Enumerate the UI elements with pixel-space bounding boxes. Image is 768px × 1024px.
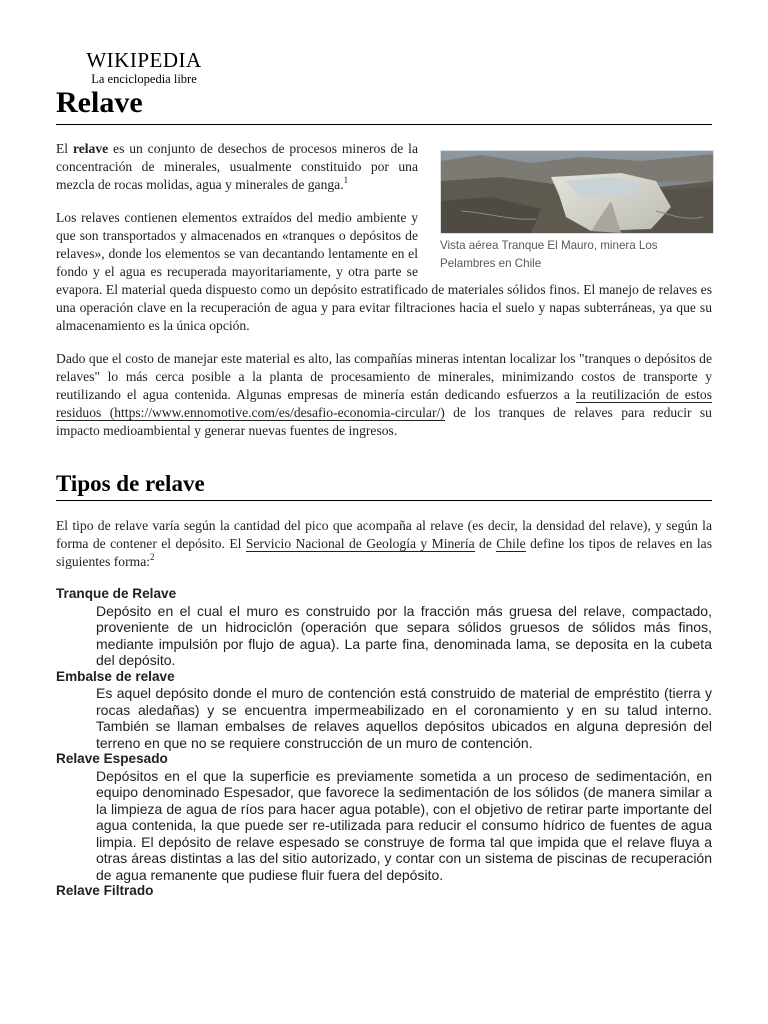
type-term: Relave Espesado (56, 751, 168, 766)
intro-text: Dado que el costo de manejar este material es alto, las compañías mineras intentan localizar los "tranques o depósitos de relaves" lo más cerca posible a la planta de procesamiento de minerales, minimizando costos de transporte y reutilizando el agua contenida. Algunas empresas de minería están dedicando esfuerzos a (56, 351, 712, 402)
intro-text: El (56, 141, 73, 156)
tailings-types-list (56, 586, 712, 900)
intro-text: es un conjunto de desechos de procesos mineros de la concentración de minerales, usualmente constituido por una mezcla de rocas molidas, agua y minerales de ganga. (56, 141, 418, 192)
type-description: Es aquel depósito donde el muro de contención está construido de material de empréstito (tierra y rocas aledañas) y se encuentra impermeabilizado en el coronamiento y en su talud interno. También se llaman embalses de relaves aquellos depósitos ubicados en alguna depresión del terreno en que no se requiere construcción de un muro de contención. (96, 685, 712, 751)
section-text: de (474, 536, 497, 551)
term-bold: relave (72, 141, 109, 156)
section-heading: Tipos de relave (56, 470, 712, 501)
section-text: define los tipos de relaves en las siguientes forma: (56, 536, 712, 569)
reference-link[interactable]: 1 (343, 175, 349, 185)
type-description: Depósitos en el que la superficie es previamente sometida a un proceso de sedimentación, en equipo denominado Espesador, que favorece la sedimentación de los sólidos (de manera similar a la limpieza de agua de ríos para hacer agua potable), con el objetivo de retirar parte importante del agua contenida, la que puede ser re-utilizada para reducir el consumo hídrico de fuentes de agua limpia. El depósito de relave espesado se construye de forma tal que impida que el relave fluya a otras áreas distintas a las del sitio autorizado, y contar con un sistema de piscinas de recuperación de agua remanente que pudiese fluir fuera del depósito. (96, 767, 712, 883)
page-title: Relave (56, 84, 712, 125)
logo-wordmark: WIKIPEDIA (86, 48, 202, 72)
section-text: El tipo de relave varía según la cantidad del pico que acompaña al relave (es decir, la densidad del relave), y según la forma de contener el depósito. El (56, 518, 712, 551)
logo-tagline: La enciclopedia libre (91, 72, 197, 86)
wikipedia-logo[interactable] (74, 48, 214, 86)
type-term: Embalse de relave (56, 668, 175, 684)
article-figure (440, 150, 712, 273)
reference-link[interactable]: 2 (150, 552, 155, 562)
intro-paragraph-2: Los relaves contienen elementos extraídos del medio ambiente y que son transportados y almacenados en «tranques o depósitos de relaves», donde los elementos se van decantando lentamente en el fondo y el agua es recuperada mayoritariamente, y otra parte se evapora. El material queda dispuesto como un depósito estratificado de materiales sólidos finos. El manejo de relaves es una operación clave en la recuperación de agua y para evitar filtraciones hacia el suelo y napas subterráneas, ya que su almacenamiento es la única opción. (56, 210, 712, 333)
article-body (56, 140, 712, 900)
sernageomin-link[interactable]: Servicio Nacional de Geología y Minería (245, 536, 475, 551)
aerial-tailings-dam-photo[interactable] (440, 150, 714, 234)
type-term: Relave Filtrado (56, 883, 154, 898)
type-term: Tranque de Relave (56, 586, 177, 601)
intro-paragraph-3 (56, 350, 712, 440)
section-paragraph (56, 517, 712, 571)
external-link[interactable]: la reutilización de estos residuos (https://www.ennomotive.com/es/desafio-economia-circular/) (56, 387, 712, 420)
type-description: Depósito en el cual el muro es construido por la fracción más gruesa del relave, compactado, proveniente de un hidrociclón (operación que separa sólidos gruesos de sólidos más finos, mediante impulsión por flujo de agua). La parte fina, denominada lama, se deposita en la cubeta del depósito. (96, 602, 712, 668)
intro-text: de los tranques de relaves para reducir su impacto medioambiental y generar nuevas fuentes de ingresos. (56, 405, 712, 438)
figure-caption: Vista aérea Tranque El Mauro, minera Los Pelambres en Chile (440, 239, 658, 270)
chile-link[interactable]: Chile (496, 536, 526, 551)
